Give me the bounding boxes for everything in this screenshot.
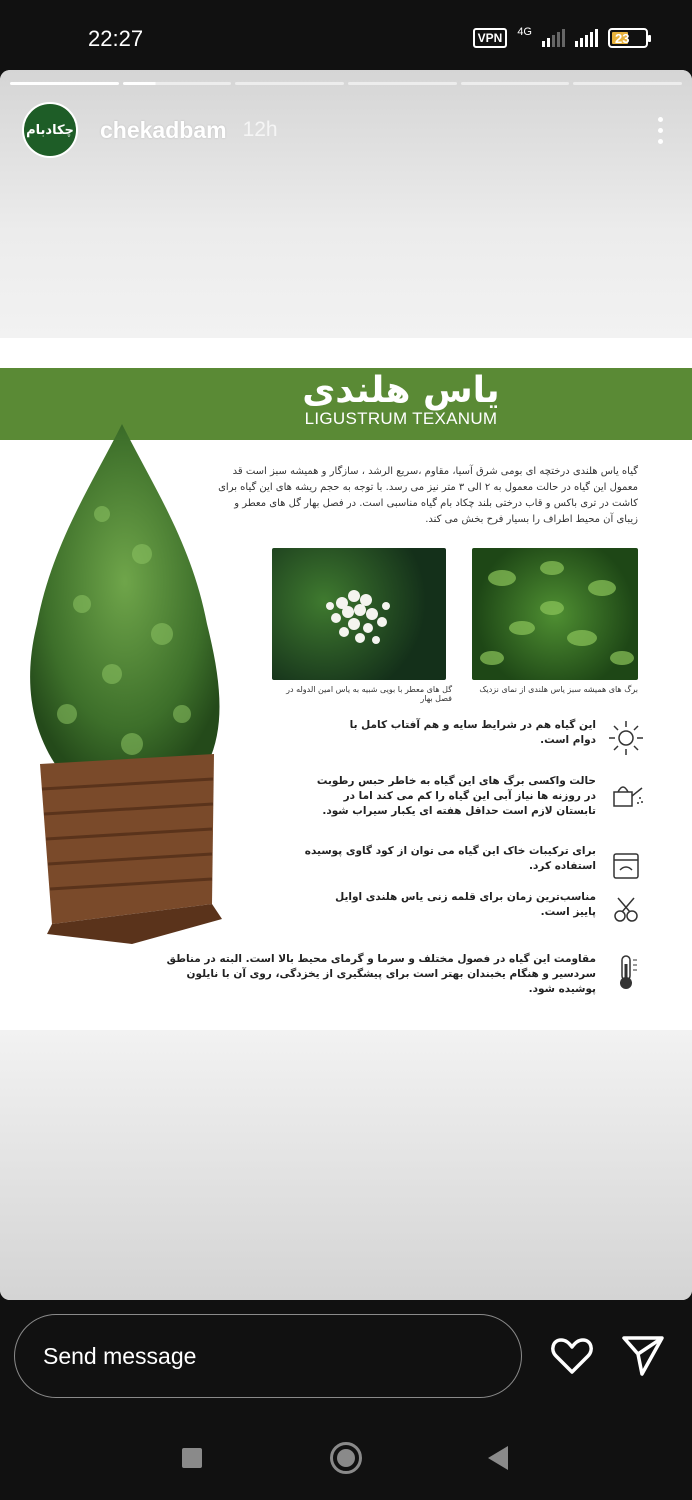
progress-segment xyxy=(235,82,344,85)
status-bar xyxy=(0,0,692,70)
pruning-icon xyxy=(606,890,646,930)
potted-plant-illustration xyxy=(22,424,232,944)
avatar[interactable] xyxy=(22,102,78,158)
feature-sun xyxy=(326,718,646,758)
poster-title: یاس هلندی xyxy=(302,370,500,411)
recent-apps-button[interactable] xyxy=(182,1448,202,1468)
vpn-badge: VPN xyxy=(473,28,508,48)
post-time: 12h xyxy=(242,118,278,141)
username[interactable]: chekadbam xyxy=(100,116,227,143)
back-button[interactable] xyxy=(488,1446,508,1470)
story-poster-image xyxy=(0,338,692,1030)
poster-subtitle: LIGUSTRUM TEXANUM xyxy=(304,409,498,428)
feature-text: مناسب‌ترین زمان برای قلمه زنی یاس هلندی اوایل پاییز است. xyxy=(335,891,596,918)
watering-can-icon xyxy=(606,774,646,814)
story-header xyxy=(22,102,670,158)
battery-icon xyxy=(608,28,648,48)
home-button[interactable] xyxy=(330,1442,362,1474)
progress-segment xyxy=(348,82,457,85)
feature-temperature xyxy=(146,952,646,997)
network-type: 4G xyxy=(517,26,532,38)
poster-intro-text: گیاه یاس هلندی درختچه ای بومی شرق آسیا، مقاوم ،سریع الرشد ، سازگار و همیشه سبز است قد معمول این گیاه در حالت معمول به ۲ الی ۳ متر نیز می رسد. با توجه به حجم ریشه های این گیاه برای کاشت در تری باکس و قاب درختی بلند چکاد بام گیاه مناسبی است. در فصل بهار گل های معطر و زیبای آن محیط اطراف را بسیار فرح بخش می کند. xyxy=(218,466,638,525)
photo-caption-right: برگ های همیشه سبز یاس هلندی از نمای نزدیک xyxy=(479,685,638,694)
status-time: 22:27 xyxy=(88,26,144,51)
feature-text: برای ترکیبات خاک این گیاه می توان از کود گاوی پوسیده استفاده کرد. xyxy=(304,845,596,872)
feature-text: این گیاه هم در شرایط سایه و هم آفتاب کامل با دوام است. xyxy=(349,719,596,746)
signal-strength-icon-2 xyxy=(575,29,598,47)
story-progress xyxy=(10,82,682,85)
signal-strength-icon xyxy=(542,29,565,47)
thermometer-icon xyxy=(606,952,646,992)
avatar-logo-text: چکادبام xyxy=(26,122,74,138)
soil-bag-icon xyxy=(606,844,646,884)
feature-text: مقاومت این گیاه در فصول مختلف و سرما و گرمای محیط بالا است. البته در مناطق سردسیر و هنگام یخبندان بهتر است برای پیشگیری از یخزدگی، روی آن با نایلون پوشیده شود. xyxy=(166,953,596,995)
more-options-icon[interactable] xyxy=(650,110,670,150)
leaves-photo xyxy=(472,548,638,680)
feature-text: حالت واکسی برگ های این گیاه به خاطر حبس رطوبت در روزنه ها نیاز آبی این گیاه را کم می کند اما در تابستان لازم است حداقل هفته ای یکبار سیراب شود. xyxy=(316,775,596,817)
progress-segment xyxy=(573,82,682,85)
share-send-icon[interactable] xyxy=(620,1332,666,1378)
progress-segment xyxy=(10,82,119,85)
sun-icon xyxy=(606,718,646,758)
progress-segment xyxy=(461,82,570,85)
flower-photo xyxy=(272,548,446,680)
battery-level: 23 xyxy=(615,30,630,46)
progress-segment-current xyxy=(123,82,232,85)
send-message-input[interactable] xyxy=(14,1314,522,1398)
feature-soil xyxy=(286,844,646,884)
feature-watering xyxy=(306,774,646,819)
like-heart-icon[interactable] xyxy=(548,1332,596,1380)
story-reply-bar xyxy=(0,1300,692,1500)
story-viewer[interactable] xyxy=(0,70,692,1300)
photo-caption-left: گل های معطر با بویی شبیه به یاس امین الدوله در فصل بهار xyxy=(286,685,452,703)
status-icons xyxy=(473,28,648,48)
feature-pruning xyxy=(316,890,646,930)
